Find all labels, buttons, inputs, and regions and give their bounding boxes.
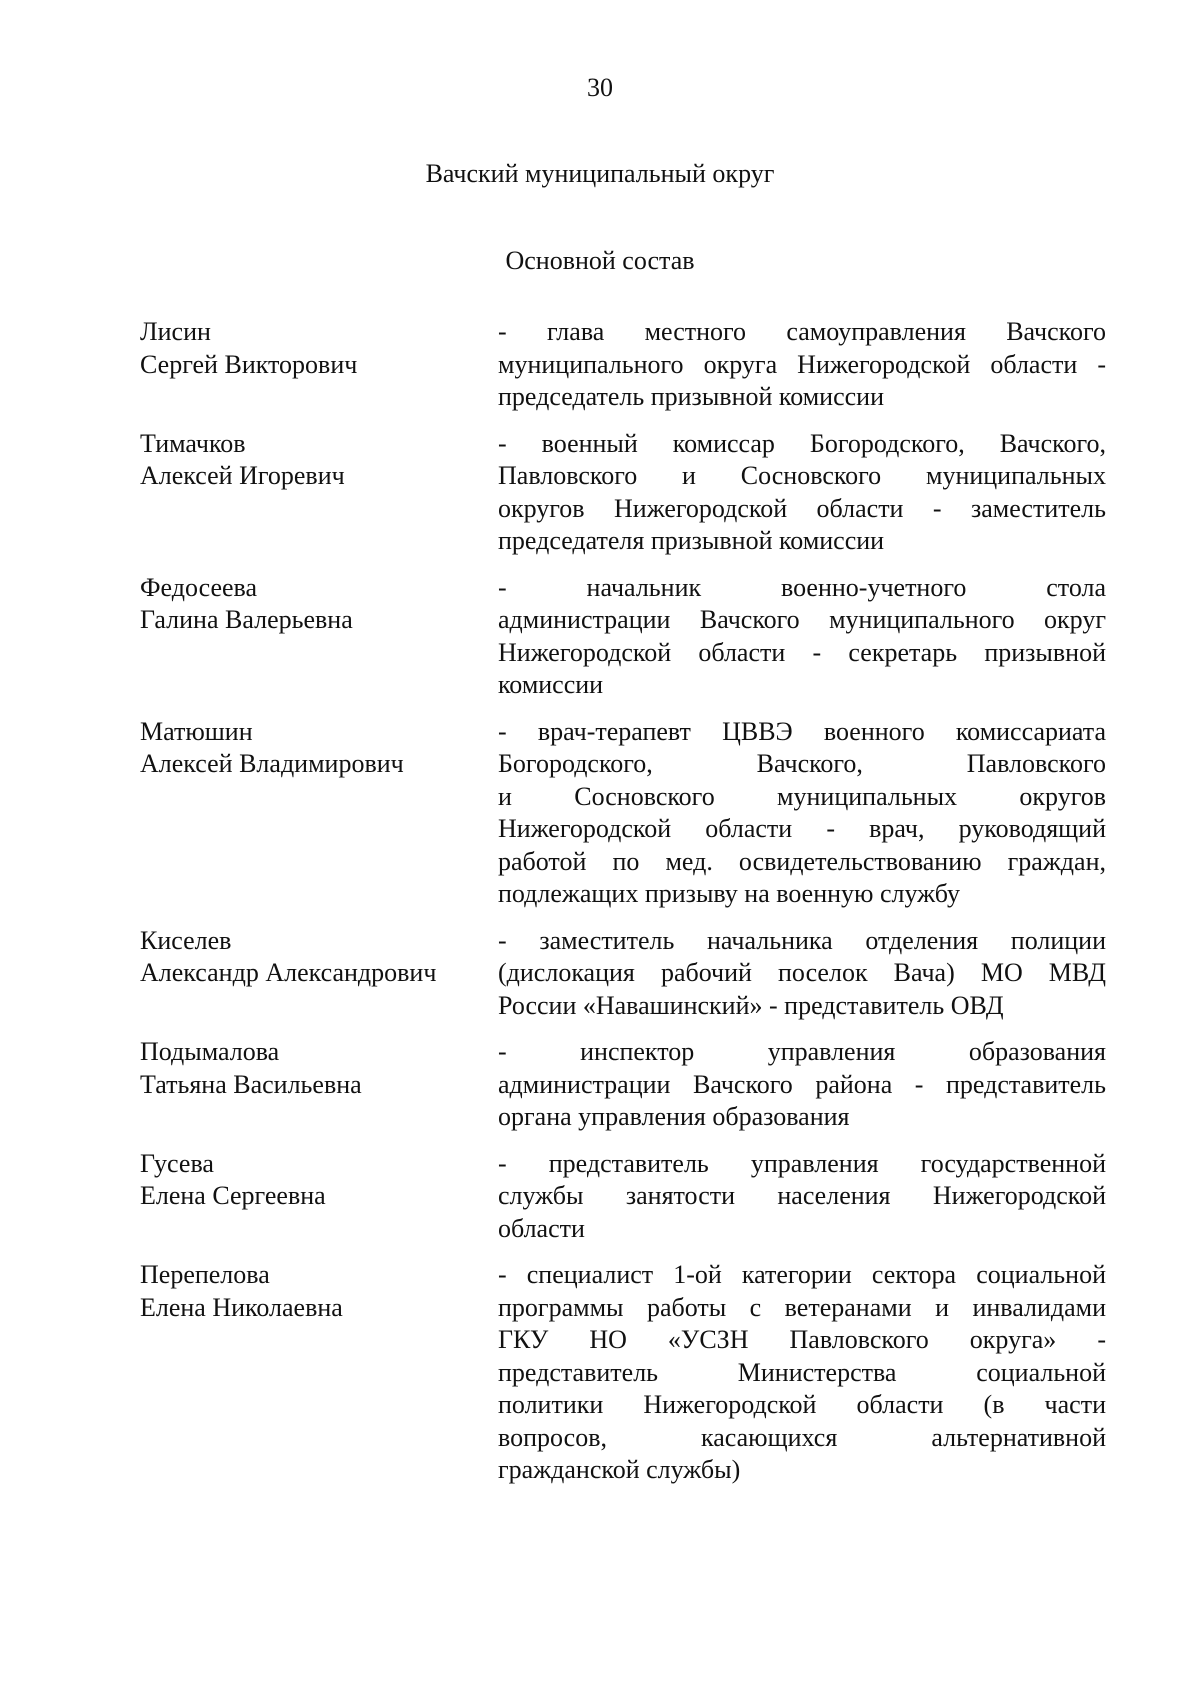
member-surname: Лисин	[140, 317, 211, 346]
member-surname: Киселев	[140, 925, 232, 955]
role-text-line: Богородского, Вачского, Павловского	[498, 749, 1106, 778]
member-entry	[140, 572, 1106, 702]
role-text-line: - специалист 1-ой категории сектора социальной	[498, 1260, 1106, 1289]
role-text-line: муниципального округа Нижегородской области -	[498, 349, 1106, 379]
member-entry	[140, 716, 1106, 911]
member-name	[140, 316, 498, 414]
member-surname: Перепелова	[140, 1260, 270, 1289]
page-number: 30	[587, 73, 613, 102]
role-text-line: округов Нижегородской области - заместитель	[498, 493, 1106, 523]
member-entry	[140, 316, 1106, 414]
role-text-line: вопросов, касающихся альтернативной	[498, 1422, 1106, 1452]
member-given-names: Алексей Владимирович	[140, 749, 404, 778]
member-given-names: Елена Сергеевна	[140, 1181, 326, 1210]
role-text-line: политики Нижегородской области (в части	[498, 1390, 1106, 1419]
role-text-line: - инспектор управления образования	[498, 1037, 1106, 1066]
member-name	[140, 1259, 498, 1487]
member-role	[498, 1148, 1106, 1246]
member-name	[140, 572, 498, 702]
member-role	[498, 1036, 1106, 1134]
role-text-line: подлежащих призыву на военную службу	[498, 879, 960, 908]
role-text-line: - глава местного самоуправления Вачского	[498, 317, 1106, 346]
member-entry	[140, 1036, 1106, 1134]
member-given-names: Александр Александрович	[140, 958, 437, 987]
member-role	[498, 925, 1106, 1023]
member-given-names: Сергей Викторович	[140, 349, 358, 379]
role-text-line: России «Навашинский» - представитель ОВД	[498, 990, 1004, 1020]
role-text-line: председателя призывной комиссии	[498, 526, 885, 555]
role-text-line: Павловского и Сосновского муниципальных	[498, 461, 1106, 490]
member-role	[498, 316, 1106, 414]
role-text-line: и Сосновского муниципальных округов	[498, 781, 1106, 811]
member-given-names: Алексей Игоревич	[140, 461, 345, 490]
role-text-line: работой по мед. освидетельствованию граждан,	[498, 846, 1106, 876]
members-list	[140, 316, 1106, 1501]
member-role	[498, 428, 1106, 558]
role-text-line: комиссии	[498, 670, 604, 699]
role-text-line: (дислокация рабочий поселок Вача) МО МВД	[498, 958, 1106, 987]
member-name	[140, 428, 498, 558]
district-title: Вачский муниципальный округ	[425, 159, 775, 188]
member-entry	[140, 925, 1106, 1023]
role-text-line: администрации Вачского муниципального округ	[498, 605, 1106, 634]
member-entry	[140, 1259, 1106, 1487]
member-entry	[140, 1148, 1106, 1246]
role-text-line: - представитель управления государственной	[498, 1148, 1106, 1178]
role-text-line: Нижегородской области - секретарь призывной	[498, 637, 1106, 667]
member-name	[140, 716, 498, 911]
role-text-line: председатель призывной комиссии	[498, 382, 884, 411]
section-title: Основной состав	[505, 246, 695, 275]
member-surname: Подымалова	[140, 1037, 280, 1066]
member-surname: Тимачков	[140, 428, 246, 458]
member-surname: Матюшин	[140, 716, 253, 746]
role-text-line: - врач-терапевт ЦВВЭ военного комиссариата	[498, 716, 1106, 746]
member-given-names: Елена Николаевна	[140, 1292, 343, 1322]
role-text-line: - заместитель начальника отделения полиции	[498, 925, 1106, 955]
role-text-line: администрации Вачского района - представитель	[498, 1069, 1106, 1099]
role-text-line: ГКУ НО «УСЗН Павловского округа» -	[498, 1325, 1106, 1354]
member-surname: Гусева	[140, 1148, 214, 1178]
member-name	[140, 925, 498, 1023]
role-text-line: - начальник военно-учетного стола	[498, 572, 1106, 602]
member-name	[140, 1148, 498, 1246]
role-text-line: гражданской службы)	[498, 1455, 741, 1484]
member-role	[498, 1259, 1106, 1487]
member-role	[498, 716, 1106, 911]
role-text-line: представитель Министерства социальной	[498, 1357, 1106, 1387]
role-text-line: области	[498, 1213, 585, 1243]
role-text-line: службы занятости населения Нижегородской	[498, 1181, 1106, 1210]
role-text-line: - военный комиссар Богородского, Вачского,	[498, 428, 1106, 458]
member-entry	[140, 428, 1106, 558]
member-name	[140, 1036, 498, 1134]
role-text-line: программы работы с ветеранами и инвалидами	[498, 1292, 1106, 1322]
member-surname: Федосеева	[140, 572, 258, 602]
member-role	[498, 572, 1106, 702]
role-text-line: Нижегородской области - врач, руководящий	[498, 814, 1106, 843]
role-text-line: органа управления образования	[498, 1102, 850, 1131]
member-given-names: Татьяна Васильевна	[140, 1069, 362, 1099]
member-given-names: Галина Валерьевна	[140, 605, 353, 634]
